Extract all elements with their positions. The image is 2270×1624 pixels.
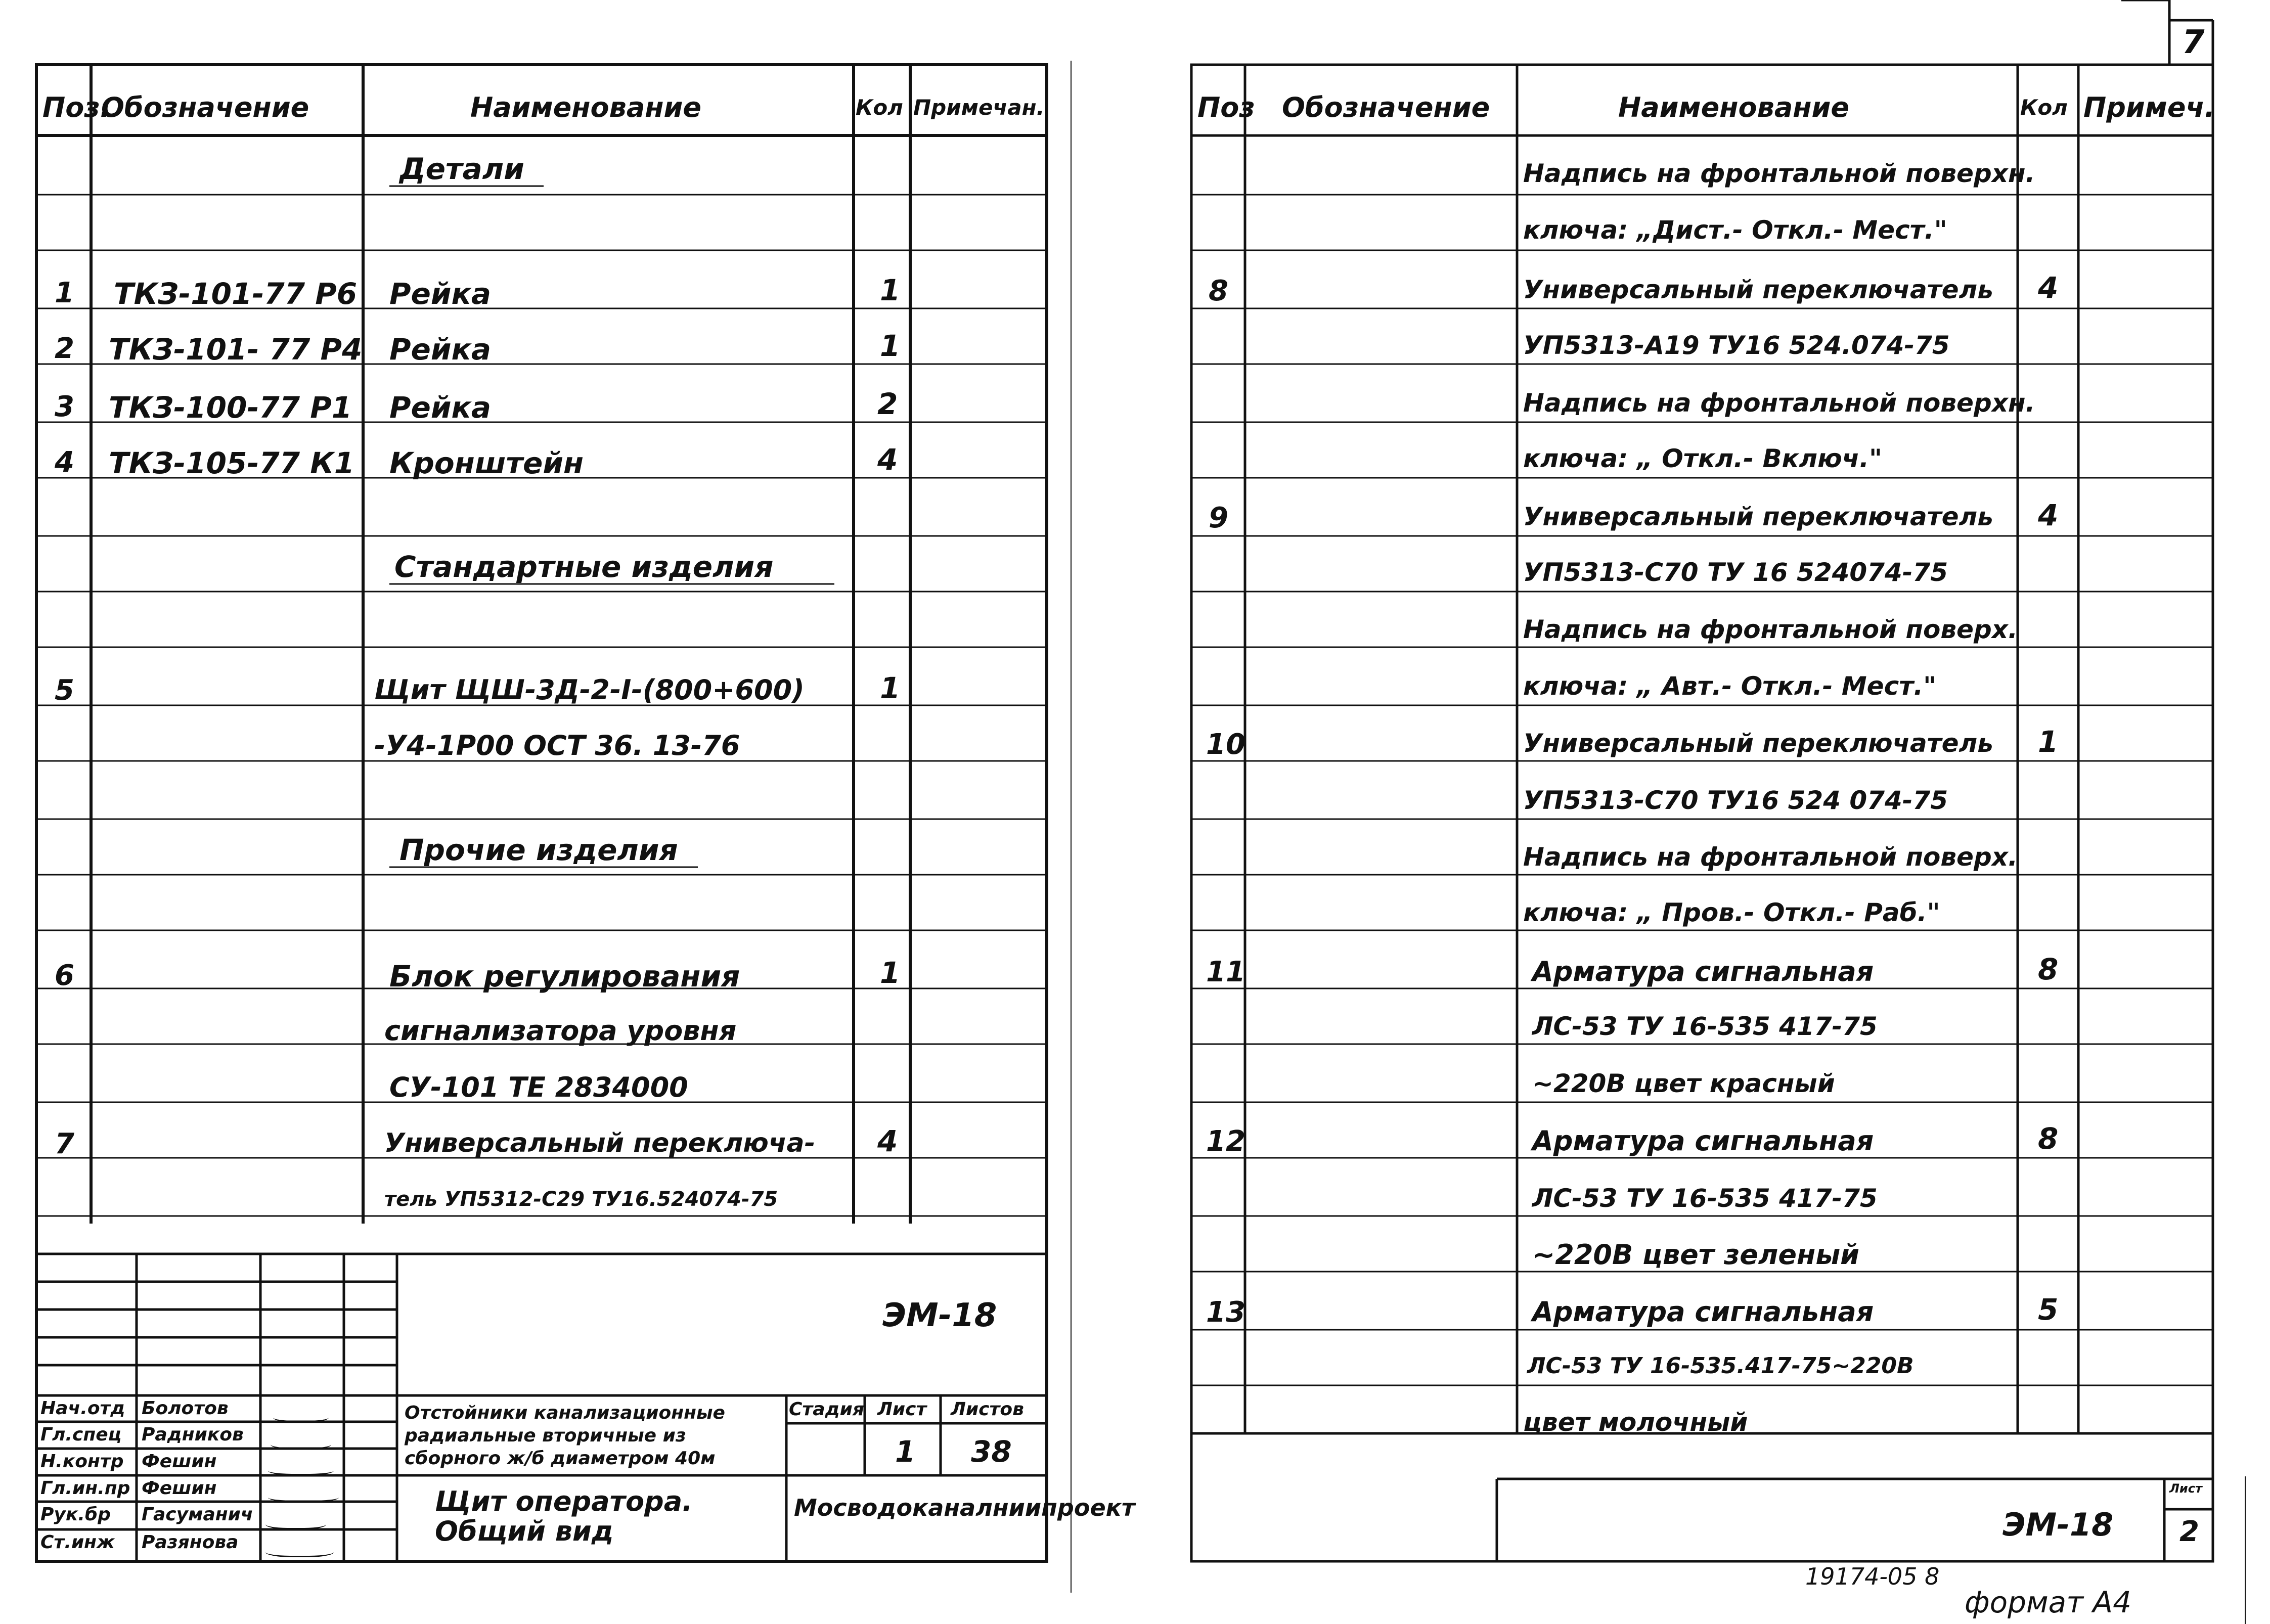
left-row-4-qty: 4 — [877, 442, 898, 477]
signature-1 — [273, 1411, 329, 1422]
r-row-9b-name: УП5313-С70 ТУ 16 524074-75 — [1523, 558, 1948, 587]
paper-format: формат А4 — [1965, 1585, 2131, 1619]
r-row-9c-name: Надпись на фронтальной поверх. — [1523, 615, 2018, 644]
r-row-10-name: Универсальный переключатель — [1523, 729, 1993, 758]
section-standard: Стандартные изделия — [394, 550, 774, 584]
header-name: Наименование — [470, 92, 702, 123]
r-header-designation: Обозначение — [1282, 92, 1490, 123]
left-row-7-name: Универсальный переключа- — [384, 1128, 816, 1158]
left-row-1-designation: ТКЗ-101-77 Р6 — [114, 277, 358, 311]
r-row-8b-name: УП5313-А19 ТУ16 524.074-75 — [1523, 331, 1950, 360]
left-row-6-name: Блок регулирования — [389, 959, 740, 994]
role-6: Ст.инж — [40, 1532, 115, 1553]
r-row-8-qty: 4 — [2038, 270, 2059, 305]
r-row-11-name: Арматура сигнальная — [1532, 956, 1874, 987]
r-row-10b-name: УП5313-С70 ТУ16 524 074-75 — [1523, 786, 1948, 815]
name-5: Гасуманич — [142, 1504, 253, 1525]
left-row-1-pos: 1 — [55, 277, 74, 309]
left-row-7-qty: 4 — [877, 1124, 898, 1158]
col-sheets: Листов — [951, 1399, 1024, 1420]
name-2: Радников — [142, 1424, 244, 1445]
r-row-13b-name: ЛС-53 ТУ 16-535.417-75~220В — [1527, 1353, 1914, 1379]
left-drawing-code: ЭМ-18 — [882, 1297, 997, 1334]
r-row-11b-name: ЛС-53 ТУ 16-535 417-75 — [1532, 1012, 1878, 1041]
left-row-3-name: Рейка — [389, 390, 491, 425]
col-stage: Стадия — [789, 1399, 864, 1420]
sheets-total: 38 — [971, 1434, 1012, 1469]
r-row-9-name: Универсальный переключатель — [1523, 502, 1993, 531]
organization: Мосводоканалниипроект — [794, 1494, 1135, 1521]
signature-6 — [265, 1545, 334, 1557]
r-row-8-name: Универсальный переключатель — [1523, 275, 1993, 304]
left-row-1-name: Рейка — [389, 277, 491, 311]
archive-number: 19174-05 8 — [1805, 1563, 1940, 1590]
header-qty: Кол — [856, 95, 903, 120]
name-6: Разянова — [142, 1532, 239, 1553]
left-row-2-qty: 1 — [880, 329, 901, 363]
role-1: Нач.отд — [40, 1398, 125, 1419]
header-designation: Обозначение — [101, 92, 309, 123]
name-3: Фешин — [142, 1451, 217, 1472]
right-sheet-number: 2 — [2179, 1515, 2199, 1548]
right-sheet-label: Лист — [2169, 1481, 2202, 1496]
r-row-8d-name: ключа: „ Откл.- Включ." — [1523, 444, 1883, 473]
left-row-2-designation: ТКЗ-101- 77 Р4 — [109, 332, 363, 367]
left-row-3-qty: 2 — [877, 387, 898, 421]
left-row-2-name: Рейка — [389, 332, 491, 367]
r-row-1-name: Надпись на фронтальной поверхн. — [1523, 159, 2035, 188]
left-row-4-name: Кронштейн — [389, 446, 584, 480]
left-row-6-pos: 6 — [55, 959, 74, 992]
r-row-12-pos: 12 — [1206, 1125, 1245, 1158]
left-row-3-pos: 3 — [55, 390, 74, 423]
left-row-5-qty: 1 — [880, 671, 901, 705]
r-row-9-qty: 4 — [2038, 498, 2059, 532]
left-row-6b-name: сигнализатора уровня — [384, 1015, 737, 1047]
signature-2 — [271, 1437, 331, 1450]
signature-3 — [268, 1464, 334, 1475]
signature-4 — [268, 1491, 339, 1502]
page-number: 7 — [2182, 24, 2205, 61]
left-row-5b-name: -У4-1Р00 ОСТ 36. 13-76 — [374, 730, 740, 761]
r-row-13c-name: цвет молочный — [1523, 1408, 1748, 1437]
project-title: Отстойники канализационные радиальные вторичные из сборного ж/б диаметром 40м — [405, 1403, 725, 1469]
r-row-11c-name: ~220В цвет красный — [1532, 1069, 1835, 1098]
r-row-9-pos: 9 — [1209, 502, 1228, 534]
r-row-13-qty: 5 — [2038, 1292, 2059, 1327]
signature-5 — [265, 1517, 326, 1529]
r-row-12b-name: ЛС-53 ТУ 16-535 417-75 — [1532, 1184, 1878, 1213]
r-row-10-qty: 1 — [2038, 725, 2059, 759]
r-row-13-name: Арматура сигнальная — [1532, 1296, 1874, 1328]
r-row-10d-name: ключа: „ Пров.- Откл.- Раб." — [1523, 898, 1940, 927]
role-2: Гл.спец — [40, 1424, 122, 1445]
r-header-qty: Кол — [2020, 95, 2068, 120]
left-row-1-qty: 1 — [880, 273, 901, 307]
header-note: Примечан. — [913, 95, 1045, 120]
r-row-10c-name: Надпись на фронтальной поверх. — [1523, 842, 2018, 872]
drawing-title: Щит оператора. Общий вид — [435, 1485, 693, 1548]
r-header-pos: Поз — [1197, 92, 1255, 123]
right-drawing-code: ЭМ-18 — [2002, 1506, 2114, 1543]
role-3: Н.контр — [40, 1451, 124, 1472]
role-5: Рук.бр — [40, 1504, 111, 1525]
section-other: Прочие изделия — [399, 833, 678, 867]
r-row-12-qty: 8 — [2038, 1121, 2059, 1156]
section-details: Детали — [399, 152, 524, 186]
r-row-12c-name: ~220В цвет зеленый — [1532, 1239, 1859, 1271]
r-row-9d-name: ключа: „ Авт.- Откл.- Мест." — [1523, 671, 1937, 701]
left-row-5-name: Щит ЩШ-3Д-2-I-(800+600) — [374, 674, 805, 706]
r-row-10-pos: 10 — [1206, 728, 1245, 761]
r-row-11-qty: 8 — [2038, 952, 2059, 986]
r-header-note: Примеч. — [2083, 92, 2215, 123]
role-4: Гл.ин.пр — [40, 1478, 130, 1499]
name-1: Болотов — [142, 1398, 229, 1419]
header-pos: Поз. — [42, 92, 111, 123]
left-row-5-pos: 5 — [55, 674, 74, 707]
sheet-number: 1 — [895, 1434, 916, 1469]
name-4: Фешин — [142, 1478, 217, 1499]
left-row-3-designation: ТКЗ-100-77 Р1 — [109, 390, 352, 425]
left-row-7-pos: 7 — [55, 1127, 74, 1160]
left-row-4-designation: ТКЗ-105-77 К1 — [109, 446, 355, 480]
col-sheet: Лист — [877, 1399, 927, 1420]
r-row-8c-name: Надпись на фронтальной поверхн. — [1523, 388, 2035, 418]
r-row-8-pos: 8 — [1209, 275, 1228, 307]
r-header-name: Наименование — [1618, 92, 1850, 123]
left-row-4-pos: 4 — [55, 446, 74, 479]
left-row-2-pos: 2 — [55, 332, 74, 365]
r-row-11-pos: 11 — [1206, 956, 1245, 988]
r-row-13-pos: 13 — [1206, 1296, 1245, 1329]
left-row-7b-name: тель УП5312-С29 ТУ16.524074-75 — [384, 1188, 778, 1211]
r-row-12-name: Арматура сигнальная — [1532, 1125, 1874, 1157]
left-row-6c-name: СУ-101 ТЕ 2834000 — [389, 1071, 688, 1103]
r-row-2-name: ключа: „Дист.- Откл.- Мест." — [1523, 215, 1947, 245]
left-row-6-qty: 1 — [880, 956, 901, 990]
